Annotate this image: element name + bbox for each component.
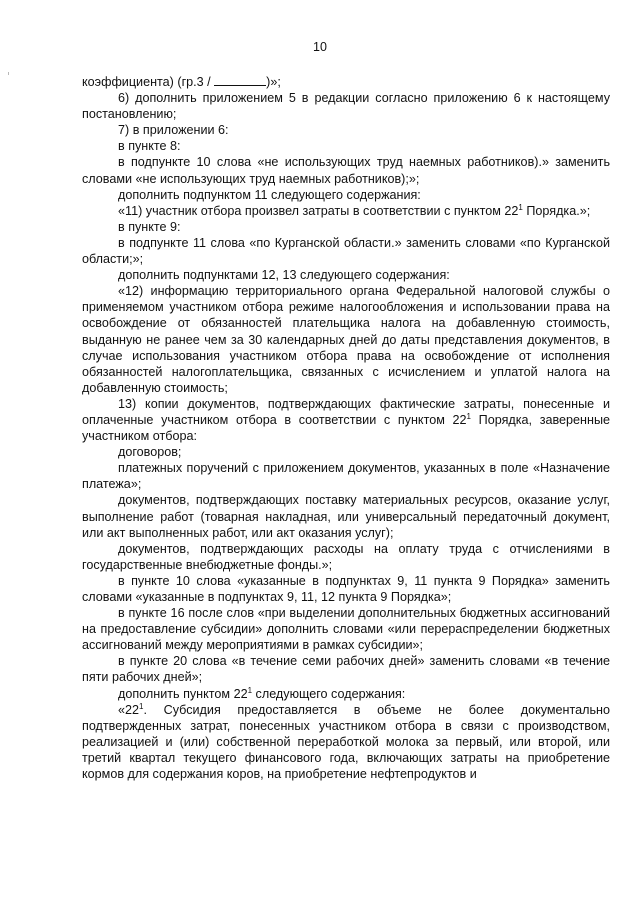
- superscript: 1: [518, 202, 523, 212]
- paragraph: дополнить подпунктом 11 следующего содержания:: [118, 187, 421, 202]
- text-run: Порядка, заверенные участником отбора:: [82, 412, 611, 444]
- paragraph: [82, 203, 610, 219]
- paragraph: документов, подтверждающих расходы на оплату труда с отчислениями в государственные внебюджетные фонды.»;: [82, 541, 610, 572]
- paragraph: [82, 396, 610, 444]
- paragraph: дополнить подпунктами 12, 13 следующего содержания:: [118, 268, 450, 283]
- text-run: следующего содержания:: [252, 686, 406, 701]
- text-run: коэффициента) (гр.3 /: [82, 75, 215, 89]
- text-run: 13) копии документов, подтверждающих фактические затраты, понесенные и оплаченные участником отбора в соответствии с пунктом 22: [82, 396, 610, 427]
- text-run: дополнить пунктом 22: [118, 686, 248, 701]
- text-run: Порядка.»;: [522, 203, 591, 218]
- margin-mark: [8, 72, 9, 75]
- paragraph-coefficient: [82, 74, 610, 90]
- page-number: 10: [313, 40, 327, 54]
- text-run: «11) участник отбора произвел затраты в соответствии с пунктом 22: [118, 203, 519, 218]
- paragraph: в пункте 9:: [118, 219, 181, 234]
- superscript: 1: [139, 701, 144, 711]
- paragraph: [82, 686, 610, 702]
- paragraph: в пункте 8:: [118, 139, 181, 154]
- paragraph: платежных поручений с приложением документов, указанных в поле «Назначение платежа»;: [82, 461, 610, 492]
- superscript: 1: [247, 685, 253, 695]
- paragraph: документов, подтверждающих поставку материальных ресурсов, оказание услуг, выполнение работ (товарная накладная, или универсальный передаточный документ, или акт выполненных работ, или акт оказания услуг);: [82, 493, 610, 540]
- blank-line: [214, 74, 266, 86]
- paragraph: в пункте 10 слова «указанные в подпунктах 9, 11 пункта 9 Порядка» заменить словами «указанные в подпунктах 9, 11, 12 пункта 9 Порядка»;: [82, 573, 610, 604]
- text-run: )»;: [266, 75, 281, 89]
- paragraph: договоров;: [118, 445, 182, 460]
- document-body: [82, 74, 610, 782]
- text-run: «22: [118, 702, 140, 717]
- paragraph: в пункте 20 слова «в течение семи рабочих дней» заменить словами «в течение пяти рабочих дней»;: [82, 654, 610, 685]
- superscript: 1: [466, 411, 471, 421]
- paragraph: в подпункте 10 слова «не использующих труд наемных работников).» заменить словами «не использующих труд наемных работников);»;: [82, 155, 610, 186]
- paragraph: в пункте 16 после слов «при выделении дополнительных бюджетных ассигнований на предоставление субсидии» дополнить словами «или перераспределении бюджетных ассигнований между мероприятиями в рамках субсидии»;: [82, 606, 610, 653]
- paragraph: 6) дополнить приложением 5 в редакции согласно приложению 6 к настоящему постановлению;: [82, 91, 610, 122]
- text-run: . Субсидия предоставляется в объеме не более документально подтвержденных затрат, понесенных участником отбора в связи с производством, реализацией и (или) собственной переработкой молока за первый, или второй, или третий квартал текущего финансового года, включающих затраты на приобретение кормов для содержания коров, на приобретение нефтепродуктов и: [82, 702, 610, 782]
- paragraph: [82, 702, 610, 782]
- paragraph: «12) информацию территориального органа Федеральной налоговой службы о применяемом участником отбора режиме налогообложения и использовании права на освобождение от обязанностей плательщика налога на добавленную стоимость, выданную не ранее чем за 30 календарных дней до даты представления документов, в случае использования участником отбора права на освобождение от исполнения обязанностей налогоплательщика, связанных с исчислением и уплатой налога на добавленную стоимость;: [82, 284, 610, 395]
- paragraph: в подпункте 11 слова «по Курганской области.» заменить словами «по Курганской области;»;: [82, 235, 610, 267]
- paragraph: 7) в приложении 6:: [118, 123, 229, 138]
